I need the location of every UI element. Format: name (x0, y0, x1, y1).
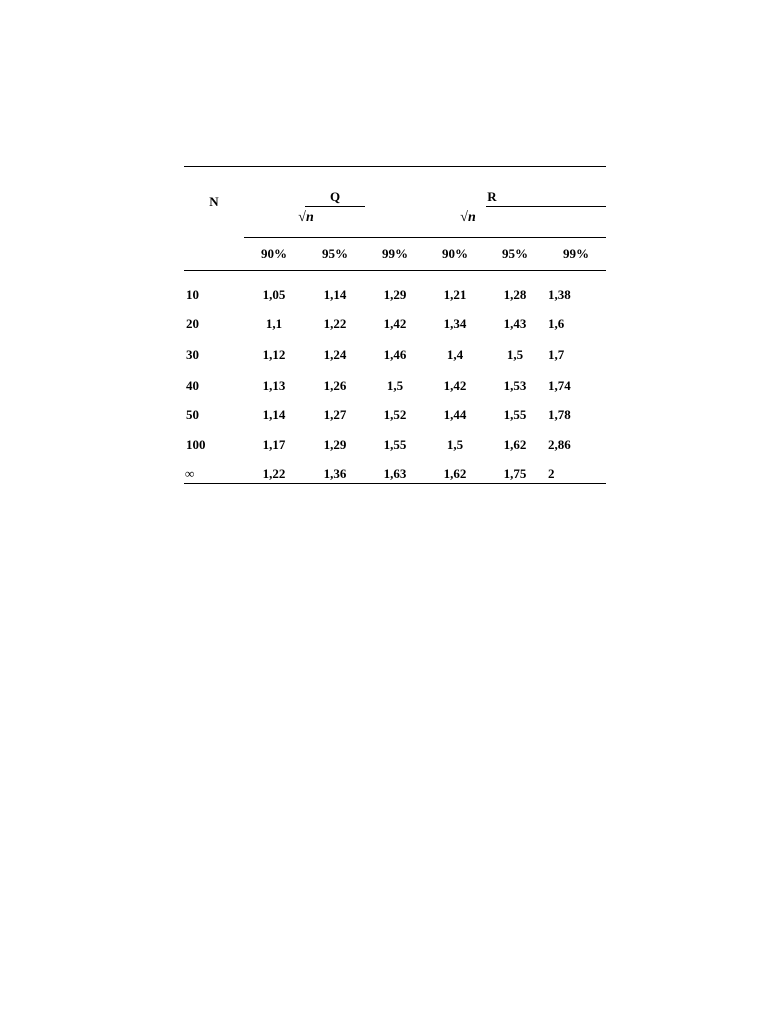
table-cell: 1,6 (548, 316, 565, 331)
sqrt-symbol: √ (298, 210, 306, 225)
level-header: 99% (563, 246, 589, 261)
q-group-rule (305, 206, 365, 207)
table-cell: 1,55 (503, 407, 527, 422)
row-n: 10 (186, 287, 199, 302)
table-cell: 1,62 (443, 466, 467, 481)
table-cell: 1,22 (323, 316, 347, 331)
table-cell: 1,53 (503, 378, 527, 393)
level-header: 90% (442, 246, 468, 261)
table-cell: 1,74 (548, 378, 571, 393)
table-top-rule (184, 166, 606, 167)
table-cell: 1,24 (323, 347, 347, 362)
group-q-label: Q (329, 189, 341, 204)
sqrt-variable: n (467, 210, 476, 225)
group-r-label: R (487, 189, 497, 204)
table-cell: 1,62 (503, 437, 527, 452)
table-cell: 1,29 (323, 437, 347, 452)
group-r-sqrt-n (460, 210, 475, 226)
table-cell: 1,14 (262, 407, 286, 422)
row-n: 50 (186, 407, 199, 422)
table-cell: 2,86 (548, 437, 571, 452)
table-cell: 1,43 (503, 316, 527, 331)
table-cell: 1,55 (383, 437, 407, 452)
row-n: 40 (186, 378, 199, 393)
table-cell: 1,14 (323, 287, 347, 302)
table-bottom-rule (184, 483, 606, 484)
table-cell: 1,5 (386, 378, 404, 393)
group-q-sqrt-n (298, 210, 313, 226)
row-n: 20 (186, 316, 199, 331)
table-cell: 1,7 (548, 347, 565, 362)
table-cell: 1,42 (443, 378, 467, 393)
table-cell: 1,36 (323, 466, 347, 481)
table-cell: 1,38 (548, 287, 571, 302)
table-cell: 1,75 (503, 466, 527, 481)
r-group-rule (486, 206, 606, 207)
table-cell: 1,05 (262, 287, 286, 302)
table-cell: 1,29 (383, 287, 407, 302)
table-cell: 1,63 (383, 466, 407, 481)
level-header: 99% (382, 246, 408, 261)
row-n: 30 (186, 347, 199, 362)
levels-top-rule (244, 237, 606, 238)
level-header: 95% (502, 246, 528, 261)
row-n: ∞ (185, 466, 195, 481)
table-cell: 1,28 (503, 287, 527, 302)
table-cell: 2 (548, 466, 555, 481)
row-header-n: N (209, 194, 219, 209)
table-cell: 1,12 (262, 347, 286, 362)
table-cell: 1,34 (443, 316, 467, 331)
sqrt-symbol: √ (460, 210, 468, 225)
level-header: 90% (261, 246, 287, 261)
table-cell: 1,27 (323, 407, 347, 422)
table-cell: 1,46 (383, 347, 407, 362)
level-header: 95% (322, 246, 348, 261)
table-cell: 1,78 (548, 407, 571, 422)
table-cell: 1,26 (323, 378, 347, 393)
table-cell: 1,21 (443, 287, 467, 302)
row-n: 100 (186, 437, 206, 452)
table-cell: 1,4 (446, 347, 464, 362)
table-cell: 1,17 (262, 437, 286, 452)
table-cell: 1,42 (383, 316, 407, 331)
table-cell: 1,44 (443, 407, 467, 422)
table-cell: 1,5 (506, 347, 524, 362)
header-bottom-rule (184, 270, 606, 271)
table-cell: 1,1 (265, 316, 283, 331)
sqrt-variable: n (305, 210, 314, 225)
table-cell: 1,5 (446, 437, 464, 452)
table-cell: 1,13 (262, 378, 286, 393)
table-cell: 1,22 (262, 466, 286, 481)
table-cell: 1,52 (383, 407, 407, 422)
